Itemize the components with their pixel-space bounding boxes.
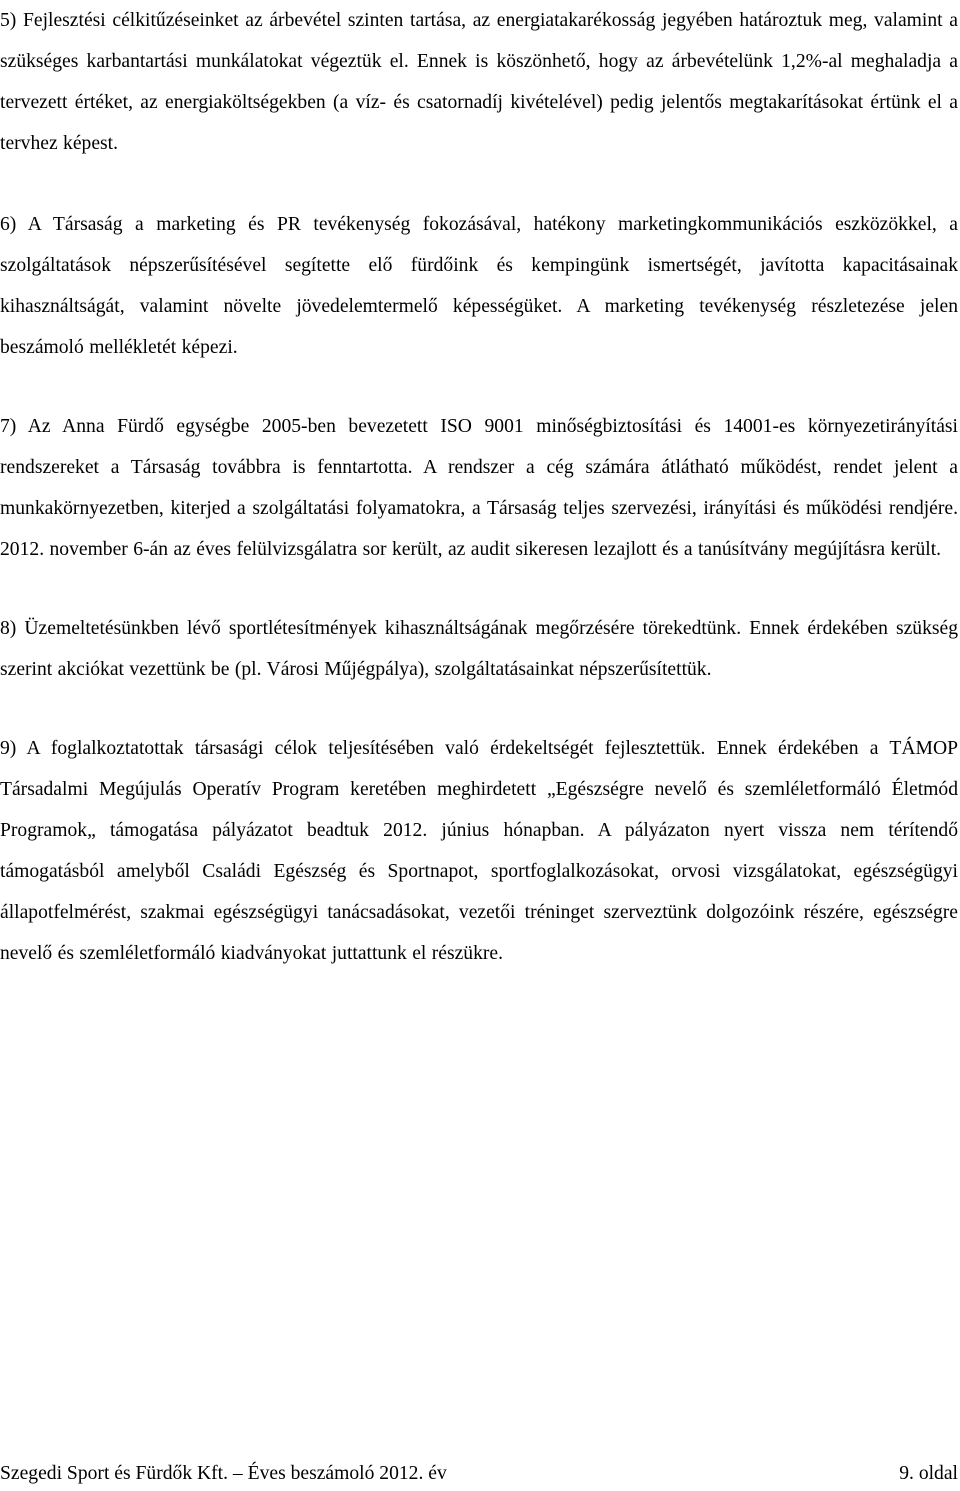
footer-page-number: 9. oldal — [899, 1463, 958, 1484]
paragraph-9: 9) A foglalkoztatottak társasági célok teljesítésében való érdekeltségét fejlesztettük. Ennek érdekében a TÁMOP Társadalmi Megújulás Operatív Program keretében meghirdetett „Egészségre nevelő és szemléletformáló Életmód Programok„ támogatása pályázatot beadtuk 2012. június hónapban. A pályázaton nyert vissza nem térítendő támogatásból amelyből Családi Egészség és Sportnapot, sportfoglalkozásokat, orvosi vizsgálatokat, egészségügyi állapotfelmérést, szakmai egészségügyi tanácsadásokat, vezetői tréninget szerveztünk dolgozóink részére, egészségre nevelő és szemléletformáló kiadványokat juttattunk el részükre. — [0, 738, 958, 964]
paragraph-spacer — [0, 164, 958, 204]
paragraph-5: 5) Fejlesztési célkitűzéseinket az árbevétel szinten tartása, az energiatakarékosság jegyében határoztuk meg, valamint a szükséges karbantartási munkálatokat végeztük el. Ennek is köszönhető, hogy az árbevételünk 1,2%-al meghaladja a tervezett értéket, az energiaköltségekben (a víz- és csatornadíj kivételével) pedig jelentős megtakarításokat értünk el a tervhez képest. — [0, 10, 958, 154]
paragraph-spacer — [0, 570, 958, 608]
paragraph-spacer — [0, 368, 958, 406]
paragraph-spacer — [0, 690, 958, 728]
paragraph-7: 7) Az Anna Fürdő egységbe 2005-ben bevezetett ISO 9001 minőségbiztosítási és 14001-es környezetirányítási rendszereket a Társaság továbbra is fenntartotta. A rendszer a cég számára átlátható működést, rendet jelent a munkakörnyezetben, kiterjed a szolgáltatási folyamatokra, a Társaság teljes szervezési, irányítási és működési rendjére. 2012. november 6-án az éves felülvizsgálatra sor került, az audit sikeresen lezajlott és a tanúsítvány megújításra került. — [0, 416, 958, 560]
paragraph-6: 6) A Társaság a marketing és PR tevékenység fokozásával, hatékony marketingkommunikációs eszközökkel, a szolgáltatások népszerűsítésével segítette elő fürdőink és kempingünk ismertségét, javította kapacitásainak kihasználtságát, valamint növelte jövedelemtermelő képességüket. A marketing tevékenység részletezése jelen beszámoló mellékletét képezi. — [0, 214, 958, 358]
paragraph-8: 8) Üzemeltetésünkben lévő sportlétesítmények kihasználtságának megőrzésére törekedtünk. Ennek érdekében szükség szerint akciókat vezettünk be (pl. Városi Műjégpálya), szolgáltatásainkat népszerűsítettük. — [0, 618, 958, 680]
footer-document-title: Szegedi Sport és Fürdők Kft. – Éves beszámoló 2012. év — [0, 1463, 447, 1484]
